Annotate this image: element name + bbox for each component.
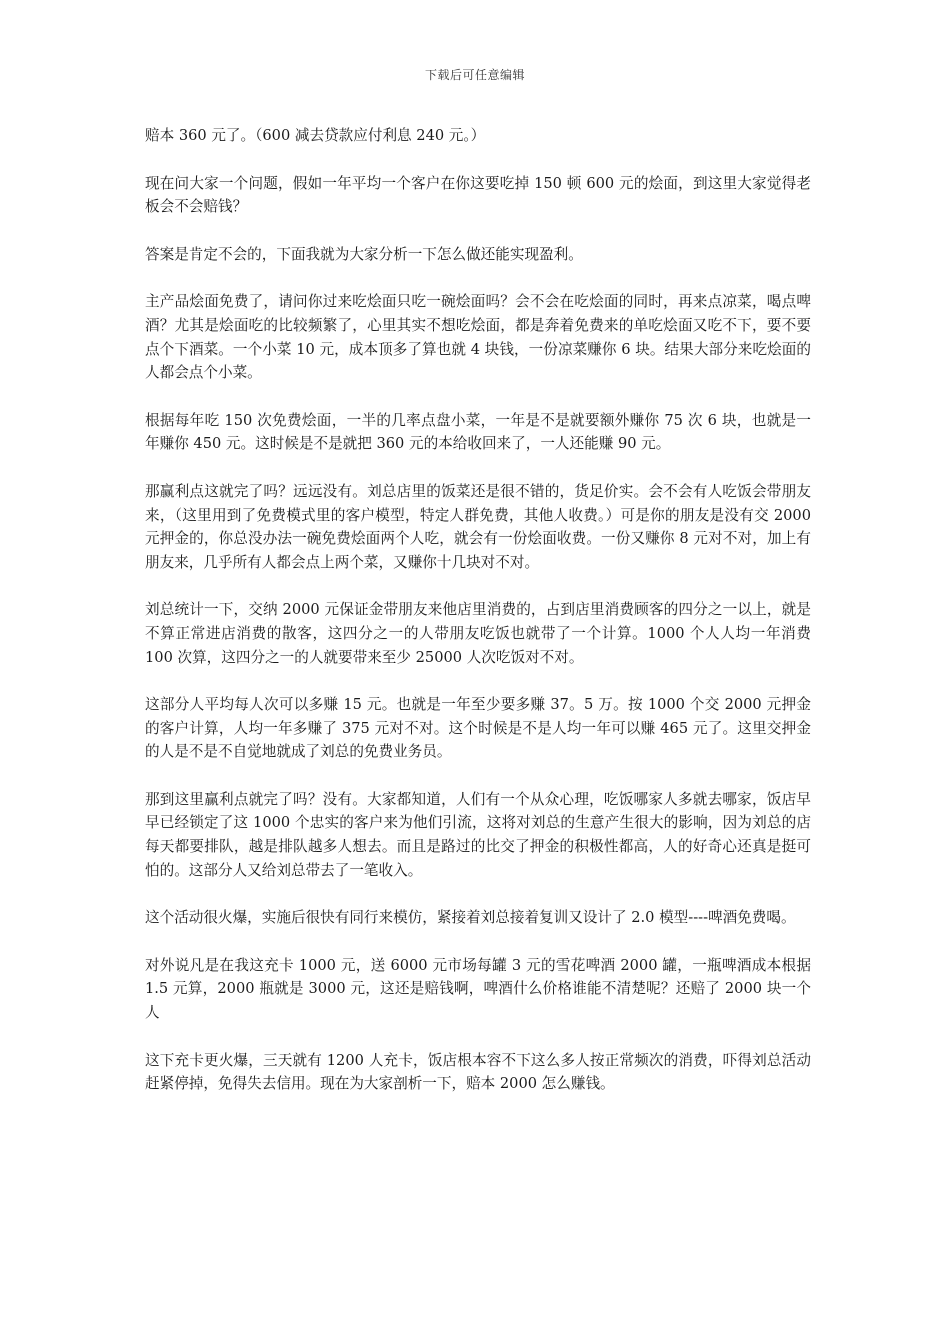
paragraph: 现在问大家一个问题，假如一年平均一个客户在你这要吃掉 150 顿 600 元的烩面，到这里大家觉得老板会不会赔钱？ xyxy=(145,174,811,216)
paragraph: 主产品烩面免费了，请问你过来吃烩面只吃一碗烩面吗？会不会在吃烩面的同时，再来点凉菜，喝点啤酒？尤其是烩面吃的比较频繁了，心里其实不想吃烩面，都是奔着免费来的单吃烩面又吃不下，要不要点个下酒菜。一个小菜 10 元，成本顶多了算也就 4 块钱，一份凉菜赚你 6 块。结果大部分来吃烩面的人都会点个小菜。 xyxy=(145,293,811,382)
paragraph: 根据每年吃 150 次免费烩面，一半的几率点盘小菜，一年是不是就要额外赚你 75 次 6 块，也就是一年赚你 450 元。这时候是不是就把 360 元的本给收回来了，一人还能赚 90 元。 xyxy=(145,411,811,453)
document-body xyxy=(145,124,811,1120)
paragraph: 那赢利点这就完了吗？远远没有。刘总店里的饭菜还是很不错的，货足价实。会不会有人吃饭会带朋友来，（这里用到了免费模式里的客户模型，特定人群免费，其他人收费。）可是你的朋友是没有交 2000 元押金的，你总没办法一碗免费烩面两个人吃，就会有一份烩面收费。一份又赚你 8 元对不对，加上有朋友来，几乎所有人都会点上两个菜，又赚你十几块对不对。 xyxy=(145,482,811,571)
paragraph: 那到这里赢利点就完了吗？没有。大家都知道，人们有一个从众心理，吃饭哪家人多就去哪家，饭店早早已经锁定了这 1000 个忠实的客户来为他们引流，这将对刘总的生意产生很大的影响，因为刘总的店每天都要排队，越是排队越多人想去。而且是路过的比交了押金的积极性都高，人的好奇心还真是挺可怕的。这部分人又给刘总带去了一笔收入。 xyxy=(145,790,811,879)
paragraph: 答案是肯定不会的，下面我就为大家分析一下怎么做还能实现盈利。 xyxy=(145,245,583,263)
paragraph: 这下充卡更火爆，三天就有 1200 人充卡，饭店根本容不下这么多人按正常频次的消费，吓得刘总活动赶紧停掉，免得失去信用。现在为大家剖析一下，赔本 2000 怎么赚钱。 xyxy=(145,1051,811,1093)
paragraph: 刘总统计一下，交纳 2000 元保证金带朋友来他店里消费的，占到店里消费顾客的四分之一以上，就是不算正常进店消费的散客，这四分之一的人带朋友吃饭也就带了一个计算。1000 个人人均一年消费 100 次算，这四分之一的人就要带来至少 25000 人次吃饭对不对。 xyxy=(145,601,811,666)
page-header: 下载后可任意编辑 xyxy=(424,68,525,82)
paragraph: 赔本 360 元了。（600 减去贷款应付利息 240 元。） xyxy=(145,127,486,144)
paragraph: 这个活动很火爆，实施后很快有同行来模仿，紧接着刘总接着复训又设计了 2.0 模型----啤酒免费喝。 xyxy=(145,909,796,927)
paragraph: 这部分人平均每人次可以多赚 15 元。也就是一年至少要多赚 37。5 万。按 1000 个交 2000 元押金的客户计算，人均一年多赚了 375 元对不对。这个时候是不是人均一年可以赚 465 元了。这里交押金的人是不是不自觉地就成了刘总的免费业务员。 xyxy=(145,696,811,761)
paragraph: 对外说凡是在我这充卡 1000 元，送 6000 元市场每罐 3 元的雪花啤酒 2000 罐，一瓶啤酒成本根据 1.5 元算，2000 瓶就是 3000 元，这还是赔钱啊，啤酒什么价格谁能不清楚呢？还赔了 2000 块一个人 xyxy=(145,956,811,1022)
